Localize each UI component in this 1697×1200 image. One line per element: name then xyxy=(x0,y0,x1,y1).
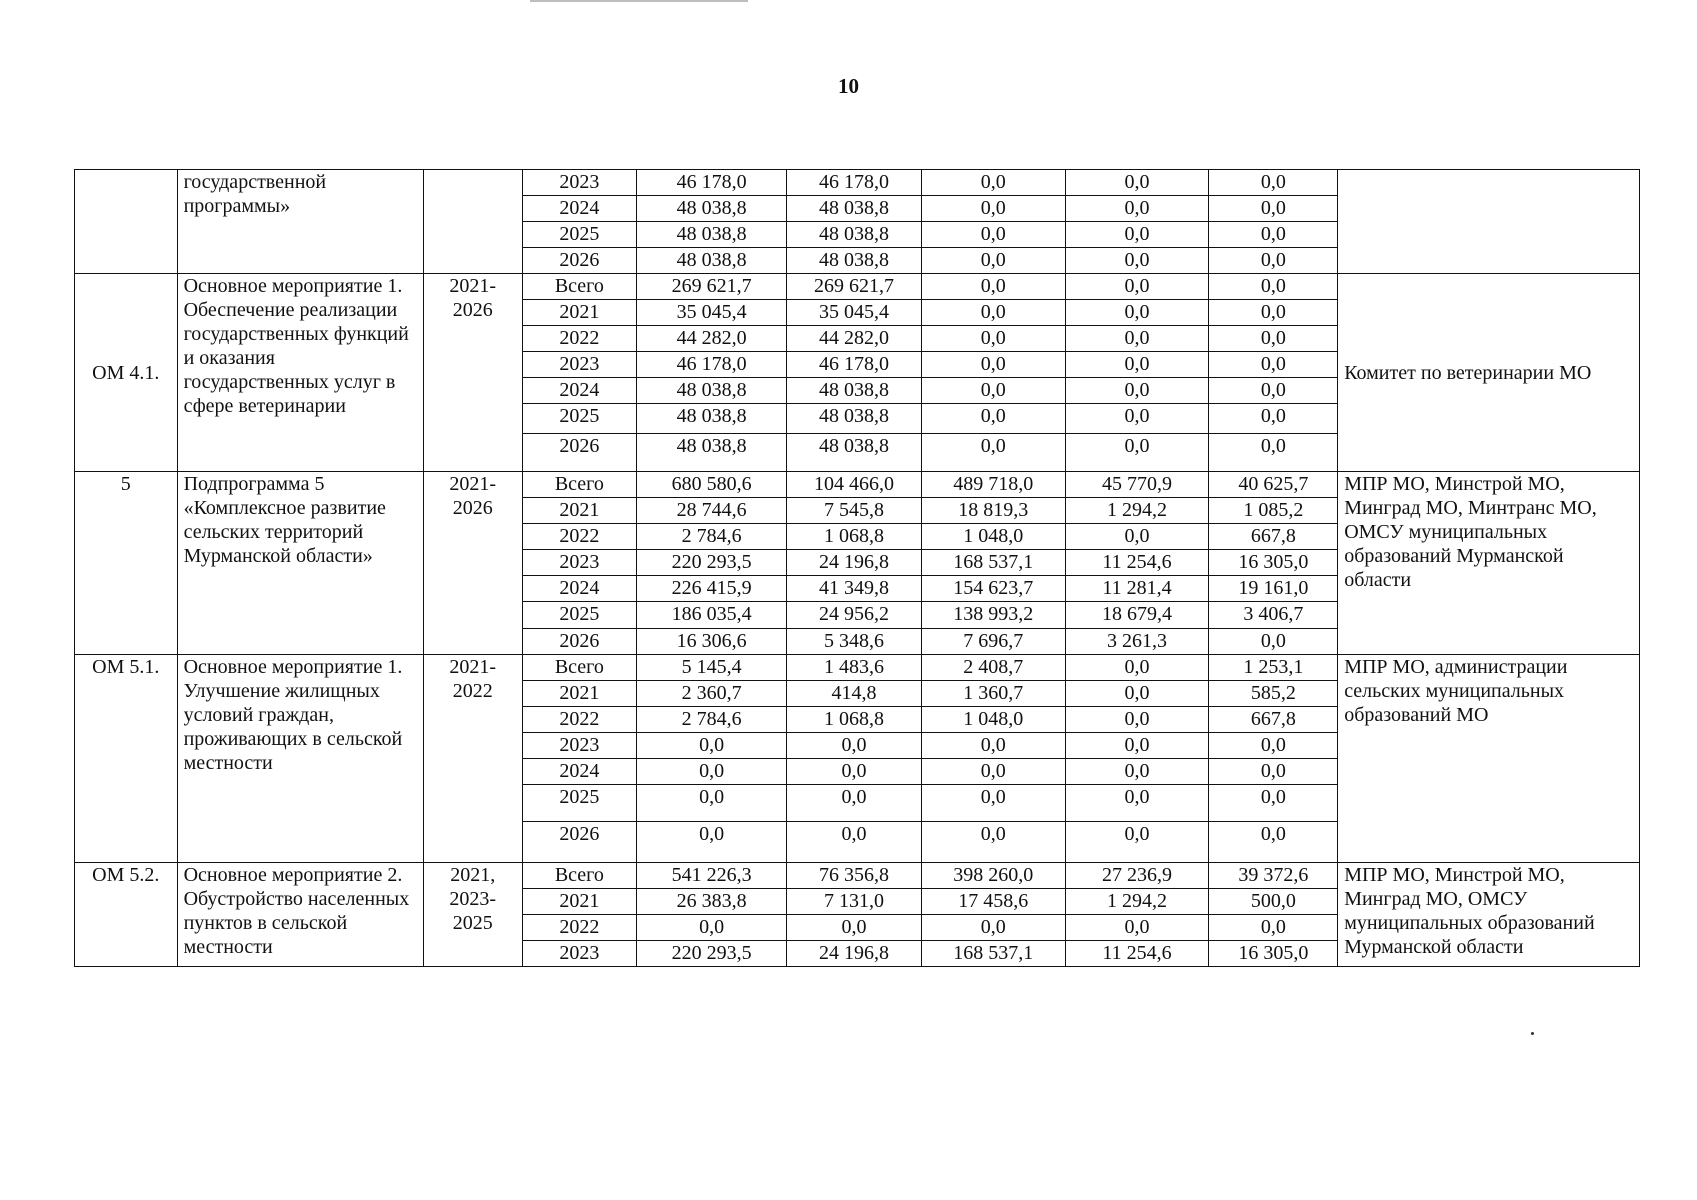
amount-cell: 19 161,0 xyxy=(1209,576,1338,602)
amount-cell: 0,0 xyxy=(1209,733,1338,759)
amount-cell: 0,0 xyxy=(1209,434,1338,472)
amount-cell: 0,0 xyxy=(1065,759,1209,785)
program-name-cell: Основное мероприятие 1. Обеспечение реализации государственных функций и оказания государственных услуг в сфере ветеринарии xyxy=(177,274,423,472)
amount-cell: 585,2 xyxy=(1209,681,1338,707)
amount-cell: 0,0 xyxy=(1065,785,1209,822)
executor-cell: МПР МО, администрации сельских муниципальных образований МО xyxy=(1338,655,1640,863)
year-cell: 2025 xyxy=(522,785,637,822)
period-cell: 2021, 2023-2025 xyxy=(423,863,522,967)
year-cell: 2023 xyxy=(522,352,637,378)
amount-cell: 186 035,4 xyxy=(637,602,787,629)
program-name-cell: государственной программы» xyxy=(177,170,423,274)
amount-cell: 168 537,1 xyxy=(921,550,1065,576)
program-code-cell xyxy=(75,170,178,274)
year-cell: Всего xyxy=(522,472,637,498)
amount-cell: 48 038,8 xyxy=(637,434,787,472)
year-cell: 2025 xyxy=(522,222,637,248)
year-cell: 2024 xyxy=(522,196,637,222)
year-cell: Всего xyxy=(522,863,637,889)
amount-cell: 46 178,0 xyxy=(787,352,922,378)
amount-cell: 48 038,8 xyxy=(787,404,922,434)
amount-cell: 269 621,7 xyxy=(637,274,787,300)
amount-cell: 168 537,1 xyxy=(921,941,1065,967)
year-cell: 2023 xyxy=(522,941,637,967)
amount-cell: 41 349,8 xyxy=(787,576,922,602)
amount-cell: 0,0 xyxy=(921,434,1065,472)
amount-cell: 0,0 xyxy=(1209,248,1338,274)
period-cell: 2021-2026 xyxy=(423,274,522,472)
year-cell: 2021 xyxy=(522,889,637,915)
amount-cell: 16 305,0 xyxy=(1209,941,1338,967)
amount-cell: 0,0 xyxy=(921,248,1065,274)
amount-cell: 18 819,3 xyxy=(921,498,1065,524)
year-cell: 2022 xyxy=(522,707,637,733)
amount-cell: 0,0 xyxy=(921,170,1065,196)
period-cell: 2021-2022 xyxy=(423,655,522,863)
amount-cell: 3 261,3 xyxy=(1065,629,1209,655)
amount-cell: 0,0 xyxy=(787,759,922,785)
amount-cell: 24 196,8 xyxy=(787,941,922,967)
amount-cell: 0,0 xyxy=(1209,378,1338,404)
amount-cell: 35 045,4 xyxy=(637,300,787,326)
amount-cell: 3 406,7 xyxy=(1209,602,1338,629)
amount-cell: 0,0 xyxy=(1065,170,1209,196)
period-cell: 2021-2026 xyxy=(423,472,522,655)
amount-cell: 16 305,0 xyxy=(1209,550,1338,576)
amount-cell: 0,0 xyxy=(1065,434,1209,472)
amount-cell: 0,0 xyxy=(1209,404,1338,434)
amount-cell: 1 360,7 xyxy=(921,681,1065,707)
year-cell: 2026 xyxy=(522,434,637,472)
year-cell: 2021 xyxy=(522,681,637,707)
table-body xyxy=(75,170,1640,967)
amount-cell: 0,0 xyxy=(1065,248,1209,274)
amount-cell: 35 045,4 xyxy=(787,300,922,326)
amount-cell: 0,0 xyxy=(921,822,1065,863)
amount-cell: 18 679,4 xyxy=(1065,602,1209,629)
amount-cell: 0,0 xyxy=(1209,222,1338,248)
year-cell: 2024 xyxy=(522,576,637,602)
amount-cell: 0,0 xyxy=(921,352,1065,378)
amount-cell: 45 770,9 xyxy=(1065,472,1209,498)
amount-cell: 0,0 xyxy=(1209,629,1338,655)
amount-cell: 0,0 xyxy=(921,785,1065,822)
amount-cell: 0,0 xyxy=(921,915,1065,941)
amount-cell: 0,0 xyxy=(787,915,922,941)
amount-cell: 48 038,8 xyxy=(637,222,787,248)
amount-cell: 5 348,6 xyxy=(787,629,922,655)
amount-cell: 48 038,8 xyxy=(787,248,922,274)
amount-cell: 7 545,8 xyxy=(787,498,922,524)
amount-cell: 0,0 xyxy=(1209,300,1338,326)
amount-cell: 0,0 xyxy=(1209,759,1338,785)
amount-cell: 154 623,7 xyxy=(921,576,1065,602)
amount-cell: 104 466,0 xyxy=(787,472,922,498)
year-cell: 2024 xyxy=(522,378,637,404)
amount-cell: 48 038,8 xyxy=(787,378,922,404)
year-cell: 2024 xyxy=(522,759,637,785)
amount-cell: 0,0 xyxy=(1209,196,1338,222)
amount-cell: 0,0 xyxy=(1209,274,1338,300)
amount-cell: 0,0 xyxy=(1065,274,1209,300)
amount-cell: 0,0 xyxy=(1065,655,1209,681)
amount-cell: 1 068,8 xyxy=(787,707,922,733)
year-cell: 2022 xyxy=(522,524,637,550)
amount-cell: 48 038,8 xyxy=(787,434,922,472)
amount-cell: 1 483,6 xyxy=(787,655,922,681)
amount-cell: 220 293,5 xyxy=(637,941,787,967)
amount-cell: 27 236,9 xyxy=(1065,863,1209,889)
table-row xyxy=(75,472,1640,498)
amount-cell: 667,8 xyxy=(1209,707,1338,733)
year-cell: 2026 xyxy=(522,822,637,863)
amount-cell: 2 408,7 xyxy=(921,655,1065,681)
executor-cell: МПР МО, Минстрой МО, Минград МО, ОМСУ муниципальных образований Мурманской области xyxy=(1338,863,1640,967)
amount-cell: 1 294,2 xyxy=(1065,498,1209,524)
amount-cell: 0,0 xyxy=(921,733,1065,759)
amount-cell: 1 294,2 xyxy=(1065,889,1209,915)
amount-cell: 0,0 xyxy=(921,300,1065,326)
budget-table xyxy=(74,169,1640,967)
amount-cell: 0,0 xyxy=(787,822,922,863)
page-number: 10 xyxy=(838,74,859,98)
amount-cell: 7 131,0 xyxy=(787,889,922,915)
amount-cell: 1 253,1 xyxy=(1209,655,1338,681)
amount-cell: 5 145,4 xyxy=(637,655,787,681)
amount-cell: 48 038,8 xyxy=(637,378,787,404)
year-cell: 2022 xyxy=(522,326,637,352)
amount-cell: 1 048,0 xyxy=(921,524,1065,550)
amount-cell: 0,0 xyxy=(637,822,787,863)
amount-cell: 0,0 xyxy=(921,378,1065,404)
amount-cell: 0,0 xyxy=(637,733,787,759)
amount-cell: 0,0 xyxy=(1065,915,1209,941)
amount-cell: 28 744,6 xyxy=(637,498,787,524)
program-name-cell: Основное мероприятие 1. Улучшение жилищных условий граждан, проживающих в сельской местности xyxy=(177,655,423,863)
amount-cell: 541 226,3 xyxy=(637,863,787,889)
amount-cell: 226 415,9 xyxy=(637,576,787,602)
amount-cell: 0,0 xyxy=(637,915,787,941)
amount-cell: 48 038,8 xyxy=(787,222,922,248)
amount-cell: 17 458,6 xyxy=(921,889,1065,915)
program-code-cell: ОМ 4.1. xyxy=(75,274,178,472)
year-cell: 2025 xyxy=(522,602,637,629)
amount-cell: 0,0 xyxy=(1065,404,1209,434)
amount-cell: 46 178,0 xyxy=(637,352,787,378)
amount-cell: 0,0 xyxy=(1209,785,1338,822)
year-cell: 2023 xyxy=(522,170,637,196)
amount-cell: 680 580,6 xyxy=(637,472,787,498)
amount-cell: 2 360,7 xyxy=(637,681,787,707)
amount-cell: 0,0 xyxy=(921,759,1065,785)
amount-cell: 0,0 xyxy=(1065,707,1209,733)
amount-cell: 0,0 xyxy=(1065,822,1209,863)
year-cell: 2023 xyxy=(522,550,637,576)
program-name-cell: Подпрограмма 5 «Комплексное развитие сельских территорий Мурманской области» xyxy=(177,472,423,655)
amount-cell: 0,0 xyxy=(1065,222,1209,248)
executor-cell: МПР МО, Минстрой МО, Минград МО, Минтранс МО, ОМСУ муниципальных образований Мурманской области xyxy=(1338,472,1640,655)
amount-cell: 0,0 xyxy=(1209,352,1338,378)
amount-cell: 0,0 xyxy=(921,404,1065,434)
amount-cell: 7 696,7 xyxy=(921,629,1065,655)
amount-cell: 2 784,6 xyxy=(637,707,787,733)
amount-cell: 0,0 xyxy=(1209,915,1338,941)
year-cell: 2026 xyxy=(522,248,637,274)
amount-cell: 0,0 xyxy=(637,785,787,822)
year-cell: Всего xyxy=(522,655,637,681)
amount-cell: 0,0 xyxy=(1065,378,1209,404)
amount-cell: 667,8 xyxy=(1209,524,1338,550)
amount-cell: 0,0 xyxy=(921,274,1065,300)
year-cell: 2025 xyxy=(522,404,637,434)
amount-cell: 500,0 xyxy=(1209,889,1338,915)
amount-cell: 0,0 xyxy=(787,785,922,822)
amount-cell: 0,0 xyxy=(1065,524,1209,550)
period-cell xyxy=(423,170,522,274)
amount-cell: 0,0 xyxy=(1065,300,1209,326)
scan-speck xyxy=(1531,1032,1534,1035)
year-cell: Всего xyxy=(522,274,637,300)
amount-cell: 40 625,7 xyxy=(1209,472,1338,498)
amount-cell: 26 383,8 xyxy=(637,889,787,915)
table-row xyxy=(75,274,1640,300)
table-row xyxy=(75,655,1640,681)
amount-cell: 0,0 xyxy=(637,759,787,785)
amount-cell: 44 282,0 xyxy=(787,326,922,352)
amount-cell: 48 038,8 xyxy=(637,404,787,434)
amount-cell: 0,0 xyxy=(1065,326,1209,352)
amount-cell: 0,0 xyxy=(1209,822,1338,863)
amount-cell: 0,0 xyxy=(787,733,922,759)
program-code-cell: 5 xyxy=(75,472,178,655)
amount-cell: 489 718,0 xyxy=(921,472,1065,498)
amount-cell: 0,0 xyxy=(921,222,1065,248)
amount-cell: 39 372,6 xyxy=(1209,863,1338,889)
amount-cell: 76 356,8 xyxy=(787,863,922,889)
amount-cell: 269 621,7 xyxy=(787,274,922,300)
scan-artifact-line xyxy=(530,0,748,2)
year-cell: 2022 xyxy=(522,915,637,941)
amount-cell: 11 254,6 xyxy=(1065,550,1209,576)
amount-cell: 48 038,8 xyxy=(787,196,922,222)
amount-cell: 46 178,0 xyxy=(637,170,787,196)
amount-cell: 24 956,2 xyxy=(787,602,922,629)
amount-cell: 0,0 xyxy=(921,326,1065,352)
amount-cell: 0,0 xyxy=(921,196,1065,222)
amount-cell: 414,8 xyxy=(787,681,922,707)
year-cell: 2021 xyxy=(522,300,637,326)
table-row xyxy=(75,170,1640,196)
amount-cell: 11 281,4 xyxy=(1065,576,1209,602)
year-cell: 2023 xyxy=(522,733,637,759)
amount-cell: 138 993,2 xyxy=(921,602,1065,629)
amount-cell: 0,0 xyxy=(1209,326,1338,352)
program-code-cell: ОМ 5.1. xyxy=(75,655,178,863)
executor-cell xyxy=(1338,170,1640,274)
executor-cell: Комитет по ветеринарии МО xyxy=(1338,274,1640,472)
amount-cell: 44 282,0 xyxy=(637,326,787,352)
year-cell: 2021 xyxy=(522,498,637,524)
amount-cell: 1 048,0 xyxy=(921,707,1065,733)
year-cell: 2026 xyxy=(522,629,637,655)
table-row xyxy=(75,863,1640,889)
amount-cell: 0,0 xyxy=(1209,170,1338,196)
amount-cell: 16 306,6 xyxy=(637,629,787,655)
amount-cell: 0,0 xyxy=(1065,196,1209,222)
amount-cell: 46 178,0 xyxy=(787,170,922,196)
amount-cell: 48 038,8 xyxy=(637,196,787,222)
amount-cell: 24 196,8 xyxy=(787,550,922,576)
amount-cell: 1 085,2 xyxy=(1209,498,1338,524)
amount-cell: 398 260,0 xyxy=(921,863,1065,889)
amount-cell: 1 068,8 xyxy=(787,524,922,550)
amount-cell: 0,0 xyxy=(1065,733,1209,759)
amount-cell: 0,0 xyxy=(1065,681,1209,707)
amount-cell: 11 254,6 xyxy=(1065,941,1209,967)
amount-cell: 0,0 xyxy=(1065,352,1209,378)
program-name-cell: Основное мероприятие 2. Обустройство населенных пунктов в сельской местности xyxy=(177,863,423,967)
amount-cell: 220 293,5 xyxy=(637,550,787,576)
amount-cell: 48 038,8 xyxy=(637,248,787,274)
amount-cell: 2 784,6 xyxy=(637,524,787,550)
program-code-cell: ОМ 5.2. xyxy=(75,863,178,967)
